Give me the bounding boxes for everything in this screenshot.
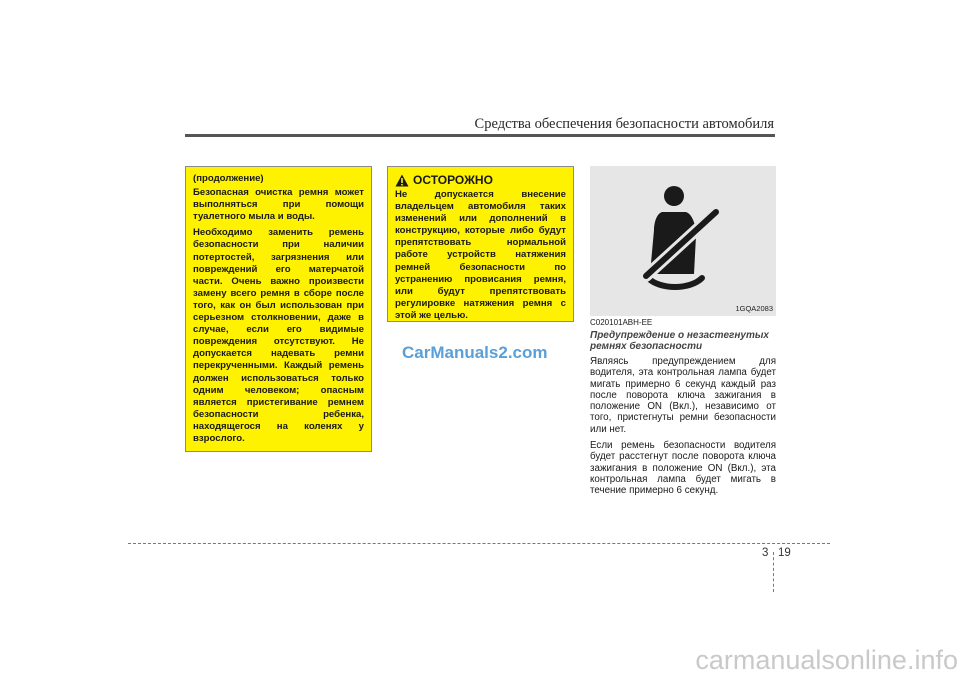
section-title: Предупреждение о незастегнутых ремнях безопасности bbox=[590, 330, 769, 352]
header-rule bbox=[185, 134, 775, 137]
page-header-title: Средства обеспечения безопасности автомобиля bbox=[474, 116, 774, 132]
continued-note-box bbox=[185, 166, 372, 452]
warning-title: ОСТОРОЖНО bbox=[413, 173, 493, 188]
carmanuals-watermark: CarManuals2.com bbox=[402, 343, 548, 362]
continued-label: (продолжение) bbox=[193, 173, 264, 184]
warning-header bbox=[395, 174, 566, 187]
cleaning-paragraph: Безопасная очистка ремня может выполняться при помощи туалетного мыла и воды. bbox=[193, 187, 364, 223]
replacement-paragraph: Необходимо заменить ремень безопасности при наличии потертостей, загрязнения или повреждений его матерчатой части. Очень важно произвести замену всего ремня в сборе после того, как он был использован при серьезном столкновении, даже в случае, если его видимые повреждения отсутствуют. Не допускается надевать ремни перекрученными. Каждый ремень должен использоваться только одним человеком; опасным является пристегивание ремнем безопасности ребенка, находящегося на коленях у взрослого. bbox=[193, 227, 364, 444]
body-paragraph-1: Являясь предупреждением для водителя, эта контрольная лампа будет мигать примерно 6 секунд каждый раз после поворота ключа зажигания в положение ON (Вкл.), независимо от того, пристегнуты ремни безопасности или нет. bbox=[590, 356, 776, 435]
warning-box bbox=[387, 166, 574, 322]
seatbelt-warning-icon bbox=[590, 166, 776, 316]
footer-rule bbox=[128, 543, 830, 544]
seatbelt-illustration bbox=[590, 166, 776, 316]
warning-triangle-icon bbox=[395, 174, 409, 187]
warning-text: Не допускается внесение владельцем автомобиля таких изменений или дополнений в конструкцию, которые либо будут препятствовать нормальной работе устройств натяжения ремней безопасности по устранению провисания ремня, или будут препятствовать регулировке натяжения ремня с этой же целью. bbox=[395, 189, 566, 321]
illustration-code: 1GQA2083 bbox=[735, 304, 773, 313]
right-column bbox=[590, 318, 776, 502]
page-number: 19 bbox=[778, 547, 791, 559]
chapter-number: 3 bbox=[762, 547, 769, 559]
site-watermark: carmanualsonline.info bbox=[695, 645, 958, 675]
page-number-divider bbox=[773, 552, 774, 592]
reference-code: C020101ABH-EE bbox=[590, 318, 653, 327]
body-paragraph-2: Если ремень безопасности водителя будет расстегнут после поворота ключа зажигания в положение ON (Вкл.), эта контрольная лампа будет мигать в течение примерно 6 секунд. bbox=[590, 440, 776, 497]
